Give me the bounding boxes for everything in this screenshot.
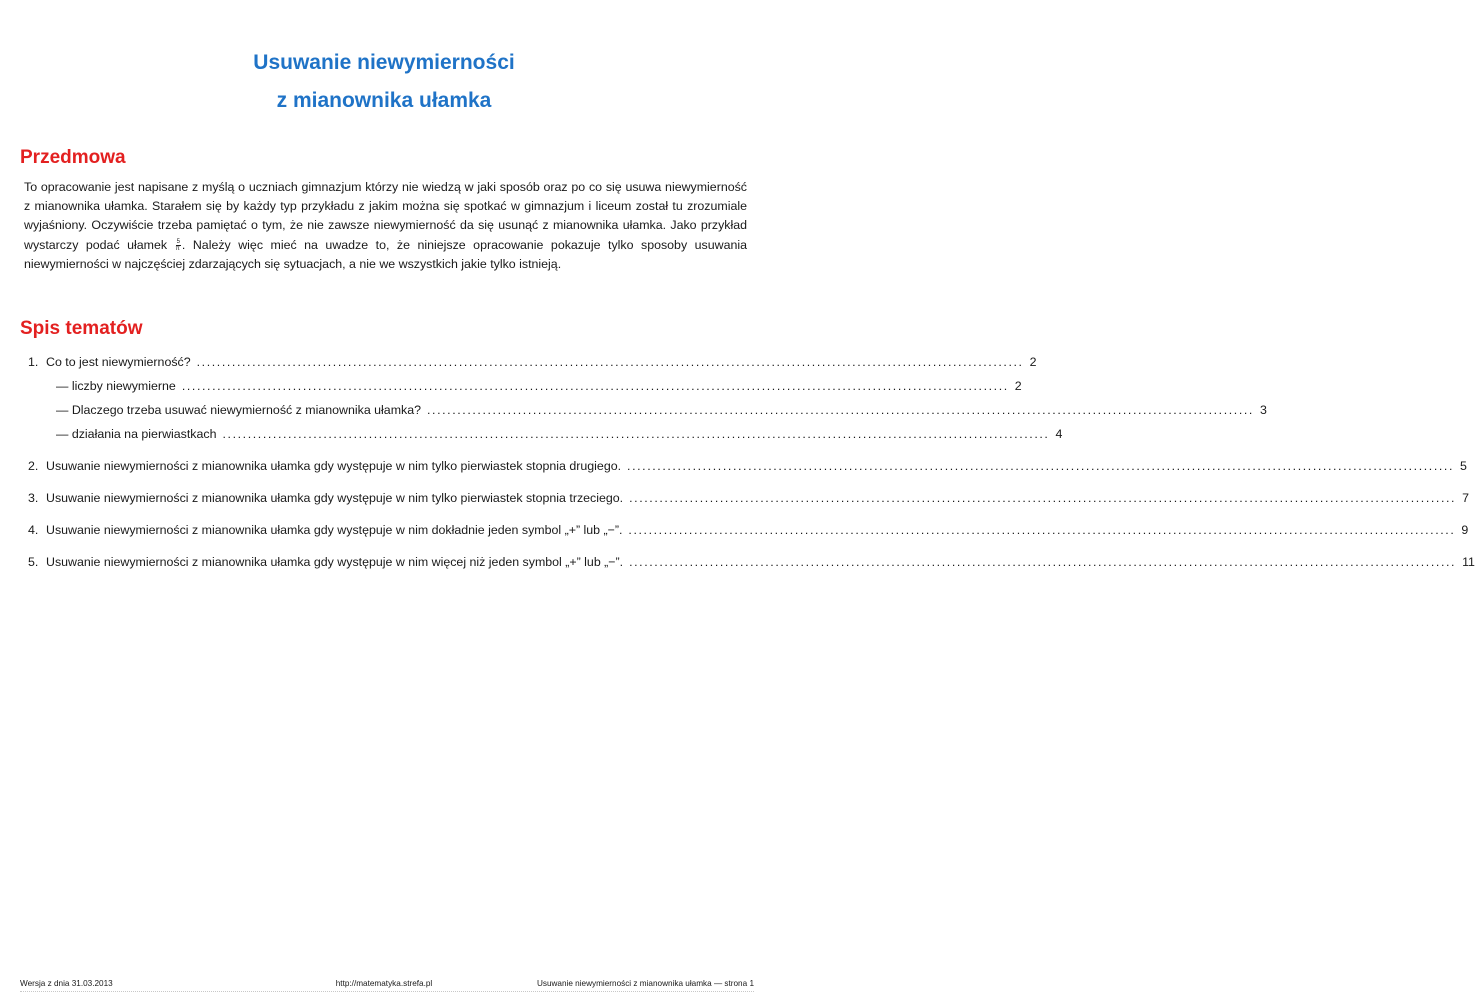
toc-entry-label: — liczby niewymierne (56, 379, 176, 393)
toc-entry-page: 11 (1462, 555, 1475, 569)
document-title-line-1: Usuwanie niewymierności (253, 51, 515, 74)
toc-entry-page: 2 (1014, 379, 1022, 393)
toc-entry-label: Usuwanie niewymierności z mianownika ułamka gdy występuje w nim więcej niż jeden symbol „+” lub „−”. (46, 555, 624, 569)
toc-entry-label: — działania na pierwiastkach (56, 427, 217, 441)
toc-leader-dots: .................................................................................................................................................................... (629, 491, 1457, 505)
toc-entry-label: — Dlaczego trzeba usuwać niewymierność z mianownika ułamka? (56, 403, 421, 417)
toc-leader-dots: .................................................................................................................................................................... (222, 427, 1050, 441)
fraction-denominator: π (175, 245, 180, 252)
toc-entry-4[interactable] (28, 521, 1469, 539)
preface-paragraph (24, 178, 747, 274)
toc-subentry-dlaczego[interactable] (56, 401, 1267, 419)
toc-entry-label: Usuwanie niewymierności z mianownika ułamka gdy występuje w nim tylko pierwiastek stopnia drugiego. (46, 459, 622, 473)
toc-subentry-dzialania[interactable] (56, 425, 1063, 443)
toc-entry-number: 3. (28, 491, 39, 505)
fraction-5-over-pi (176, 239, 181, 252)
toc-entry-page: 5 (1460, 459, 1467, 473)
toc-subentry-liczby-niewymierne[interactable] (56, 377, 1022, 395)
toc-leader-dots: .................................................................................................................................................................... (196, 355, 1024, 369)
document-title-line-2: z mianownika ułamka (276, 89, 492, 112)
toc-entry-1[interactable] (28, 353, 1037, 371)
fraction-numerator: 5 (176, 238, 180, 245)
toc-entry-page: 9 (1461, 523, 1469, 537)
toc-leader-dots: .................................................................................................................................................................... (427, 403, 1254, 417)
toc-entry-number: 2. (28, 459, 39, 473)
preface-heading: Przedmowa (20, 147, 126, 168)
toc-leader-dots: .................................................................................................................................................................... (629, 555, 1457, 569)
toc-entry-page: 4 (1055, 427, 1063, 441)
toc-entry-label: Usuwanie niewymierności z mianownika ułamka gdy występuje w nim tylko pierwiastek stopnia trzeciego. (46, 491, 624, 505)
toc-leader-dots: .................................................................................................................................................................... (181, 379, 1009, 393)
toc-heading: Spis tematów (20, 318, 143, 339)
preface-text-after: . Należy więc mieć na uwadze to, że niniejsze opracowanie pokazuje tylko sposoby usuwania niewymierności w najczęściej zdarzających się sytuacjach, a nie we wszystkich jakie tylko istnieją. (24, 237, 747, 271)
toc-entry-page: 7 (1462, 491, 1469, 505)
footer-version: Wersja z dnia 31.03.2013 (20, 979, 113, 988)
toc-entry-2[interactable] (28, 457, 1467, 475)
footer-url[interactable]: http://matematyka.strefa.pl (335, 979, 433, 988)
toc-entry-number: 1. (28, 355, 39, 369)
footer-divider (20, 991, 754, 992)
toc-entry-page: 3 (1259, 403, 1267, 417)
toc-entry-number: 5. (28, 555, 39, 569)
toc-entry-5[interactable] (28, 553, 1475, 571)
toc-entry-3[interactable] (28, 489, 1469, 507)
toc-entry-label: Co to jest niewymierność? (46, 355, 191, 369)
toc-entry-label: Usuwanie niewymierności z mianownika ułamka gdy występuje w nim dokładnie jeden symbol „+” lub „−”. (46, 523, 623, 537)
toc-leader-dots: .................................................................................................................................................................... (628, 523, 1456, 537)
preface-text-before: To opracowanie jest napisane z myślą o uczniach gimnazjum którzy nie wiedzą w jaki sposób oraz po co się usuwa niewymierność z mianownika ułamka. Starałem się by każdy typ przykładu z jakim można się spotkać w gimnazjum i liceum został tu zrozumiale wyjaśniony. Oczywiście trzeba pamiętać o tym, że nie zawsze niewymierność da się usunąć z mianownika ułamka. Jako przykład wystarczy podać ułamek (24, 180, 747, 252)
footer-page-label: Usuwanie niewymierności z mianownika ułamka — strona 1 (536, 979, 754, 988)
toc-entry-page: 2 (1029, 355, 1037, 369)
toc-leader-dots: .................................................................................................................................................................... (627, 459, 1455, 473)
toc-entry-number: 4. (28, 523, 39, 537)
